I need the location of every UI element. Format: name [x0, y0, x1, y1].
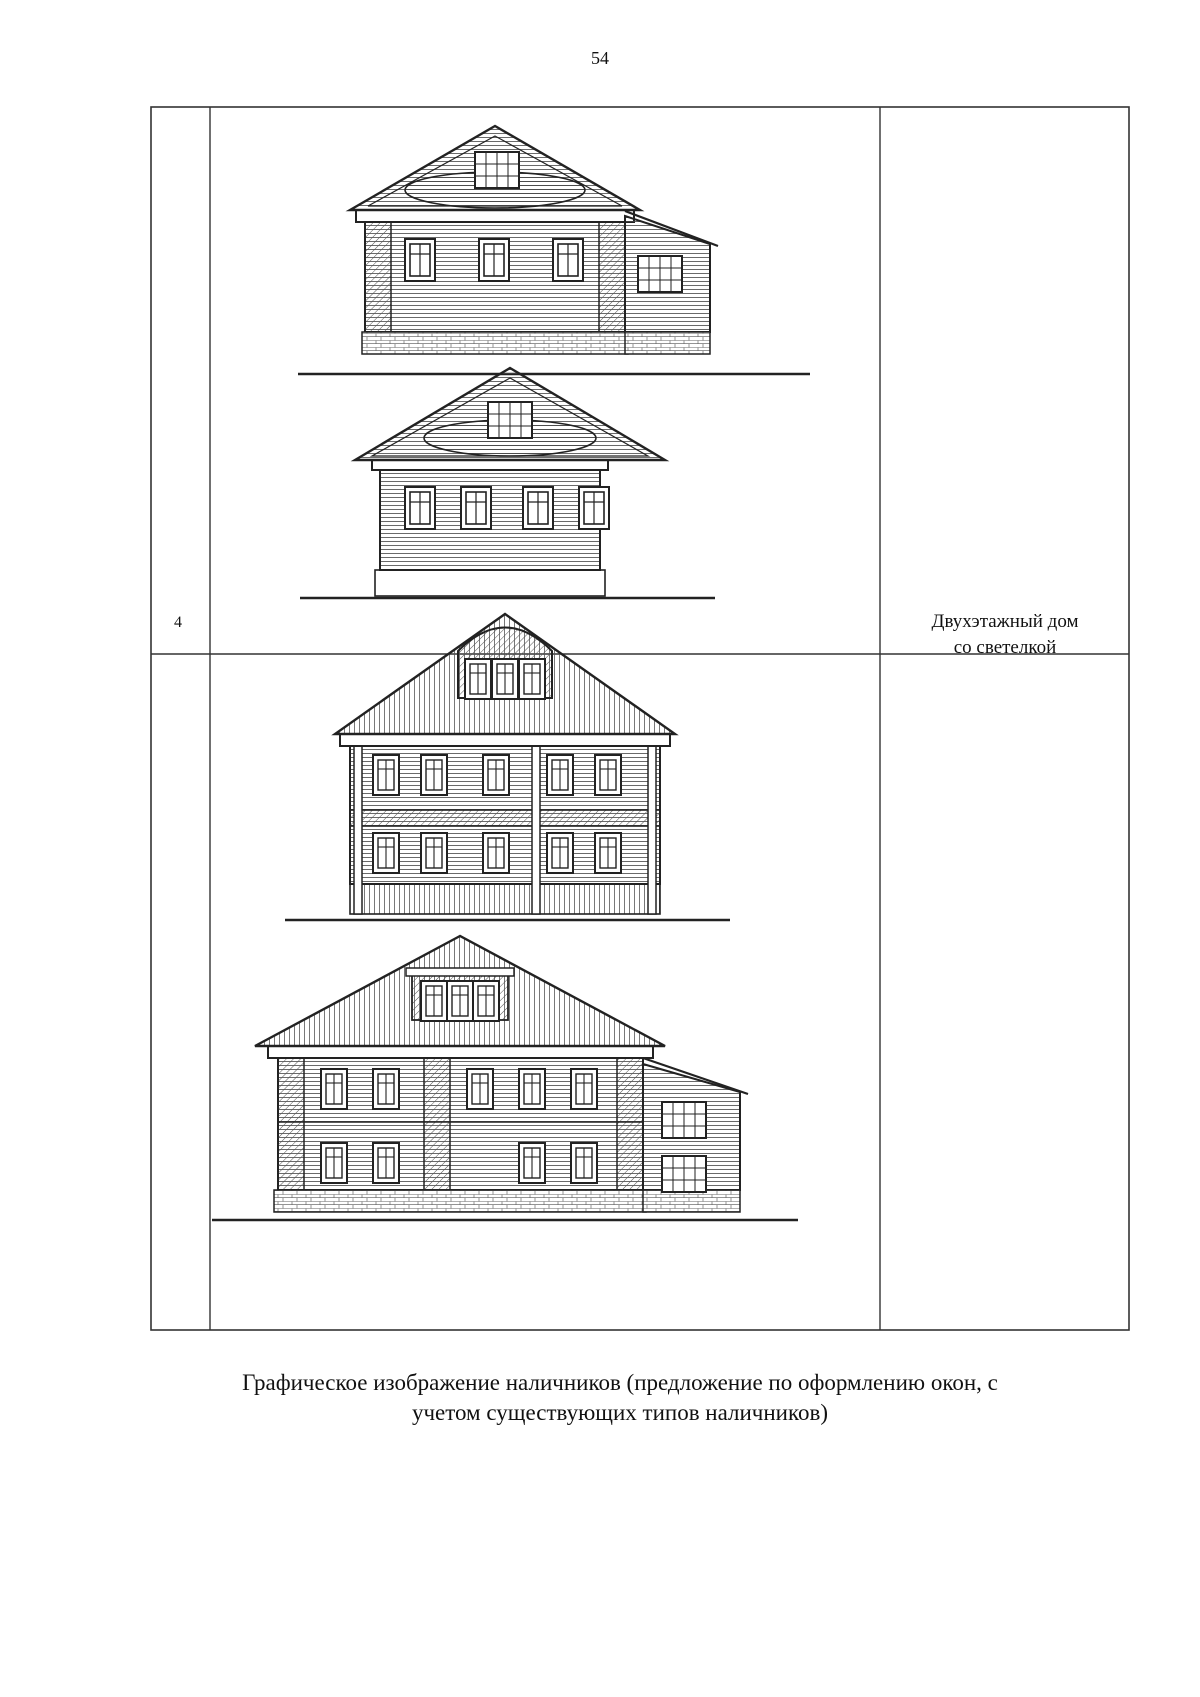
house-elevation-3 — [285, 614, 730, 920]
row-number: 4 — [174, 614, 182, 631]
house-elevation-1 — [298, 126, 810, 374]
figure-caption — [120, 1368, 1120, 1428]
caption-line: учетом существующих типов наличников) — [411, 1400, 829, 1425]
row-description-line: со светелкой — [953, 637, 1057, 658]
row-description-line: Двухэтажный дом — [931, 611, 1079, 632]
house-elevation-2 — [300, 368, 715, 598]
page-number: 54 — [591, 48, 609, 68]
caption-line: Графическое изображение наличников (предложение по оформлению окон, с — [242, 1370, 998, 1395]
table-grid — [150, 106, 1130, 1331]
elevations-table — [150, 106, 1130, 1331]
house-elevation-4 — [212, 936, 798, 1220]
row-description — [885, 609, 1125, 661]
